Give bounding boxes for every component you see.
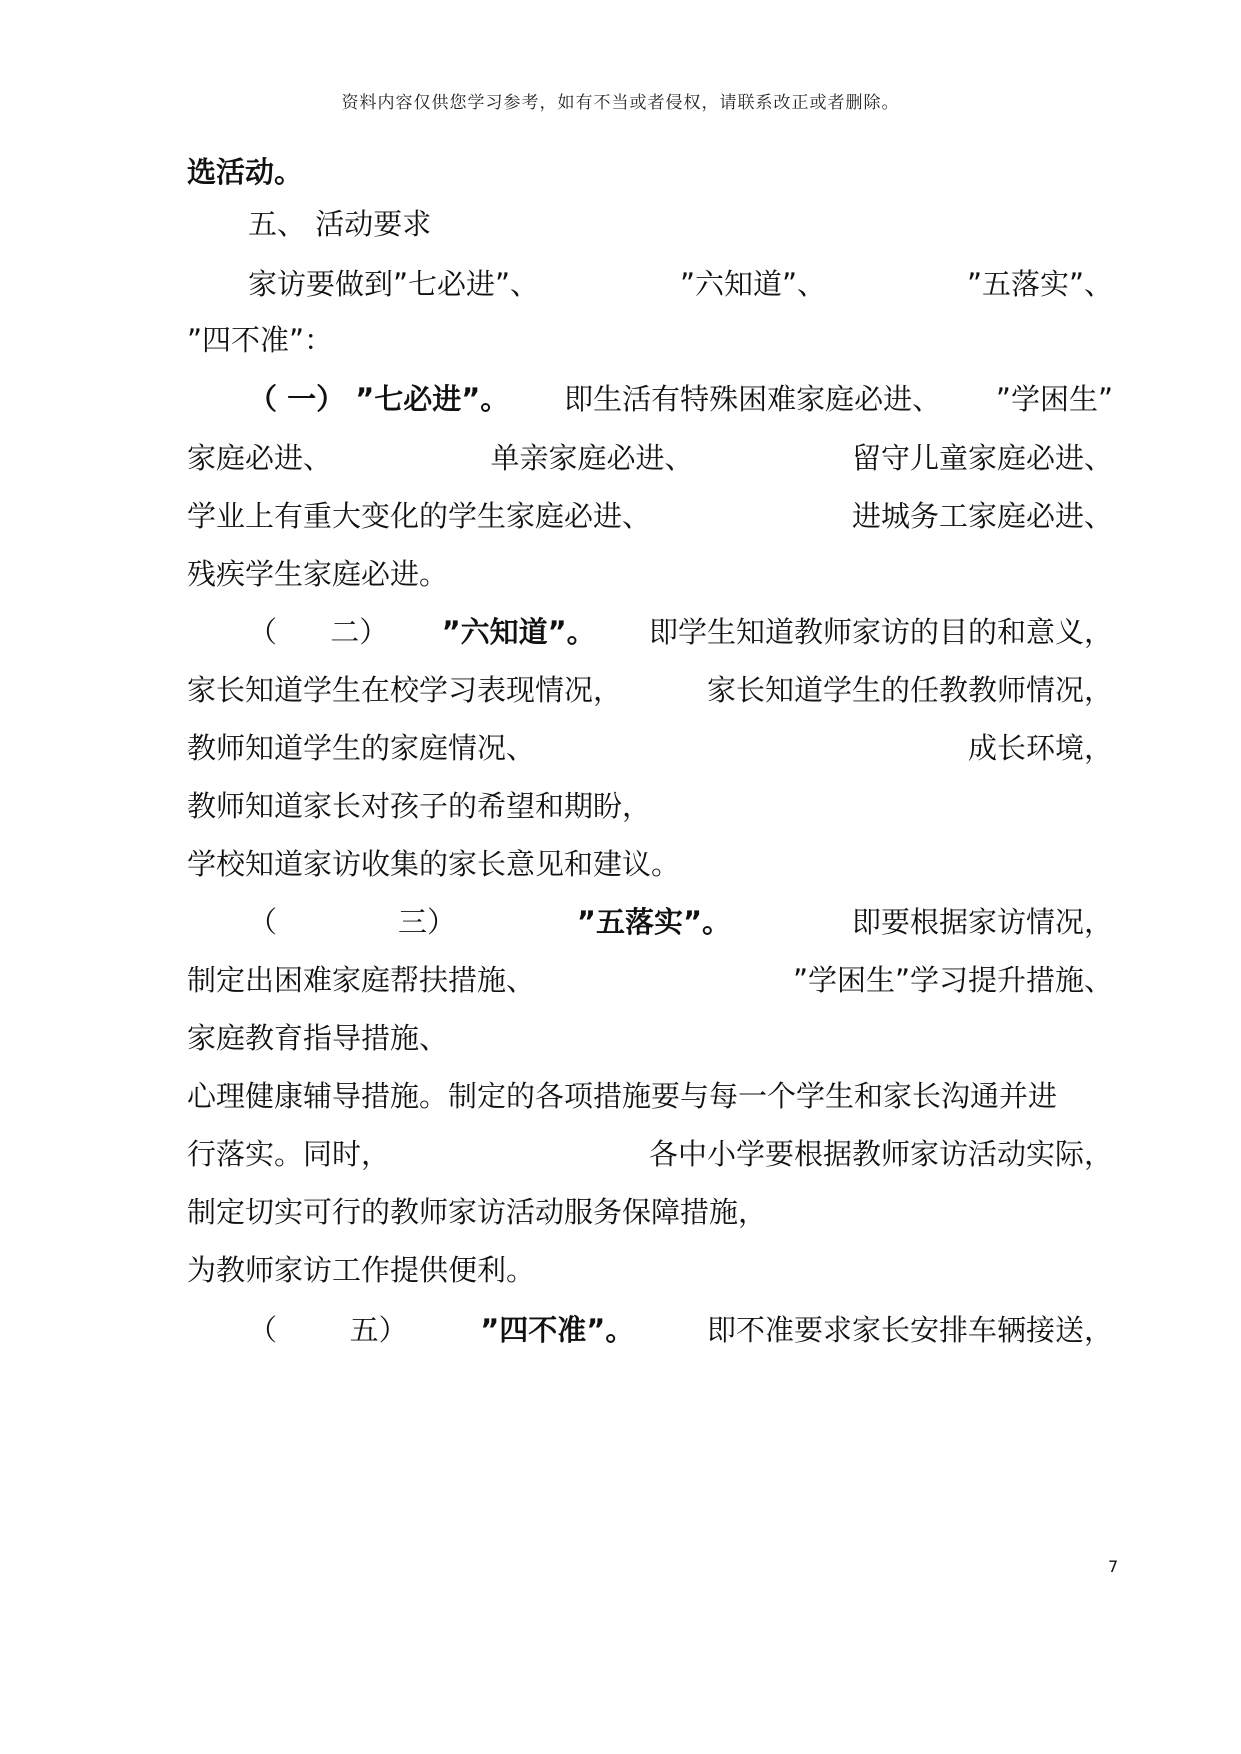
text-segment: 各中小学要根据教师家访活动实际， xyxy=(648,1137,1113,1171)
text-segment: 五） xyxy=(349,1313,408,1347)
text-segment: 进城务工家庭必进、 xyxy=(851,499,1113,533)
paragraph-line xyxy=(248,1308,1113,1352)
text-segment: 行落实。同时， xyxy=(187,1137,391,1171)
paragraph-line: 制定切实可行的教师家访活动服务保障措施， xyxy=(187,1195,768,1229)
header-disclaimer: 资料内容仅供您学习参考，如有不当或者侵权，请联系改正或者删除。 xyxy=(341,93,900,113)
page-number: 7 xyxy=(1108,1557,1119,1576)
paragraph-line: 家庭教育指导措施、 xyxy=(187,1021,449,1055)
text-segment: 三） xyxy=(397,905,456,939)
text-segment: 家长知道学生在校学习表现情况， xyxy=(187,673,623,707)
text-segment: （ xyxy=(248,1313,278,1347)
paragraph-line xyxy=(248,262,1113,306)
paragraph-line xyxy=(248,900,1113,944)
item-heading: ”五落实”。 xyxy=(576,905,732,939)
text-segment: 即生活有特殊困难家庭必进、 xyxy=(564,382,942,416)
text-segment: 即不准要求家长安排车辆接送， xyxy=(706,1313,1113,1347)
text-segment: 二） xyxy=(330,615,389,649)
paragraph-line: 为教师家访工作提供便利。 xyxy=(187,1253,536,1287)
paragraph-line: 心理健康辅导措施。制定的各项措施要与每一个学生和家长沟通并进 xyxy=(187,1079,1058,1113)
paragraph-line xyxy=(187,436,1113,480)
paragraph-line: 学校知道家访收集的家长意见和建议。 xyxy=(187,847,681,881)
paragraph-line xyxy=(187,726,1113,770)
paragraph-line xyxy=(187,494,1113,538)
text-segment: 制定出困难家庭帮扶措施、 xyxy=(187,963,536,997)
text-segment: ”六知道”、 xyxy=(679,267,827,301)
section-heading: 五、 活动要求 xyxy=(248,207,432,241)
text-segment: 留守儿童家庭必进、 xyxy=(851,441,1113,475)
text-segment: 学业上有重大变化的学生家庭必进、 xyxy=(187,499,652,533)
paragraph-line xyxy=(187,1132,1113,1176)
paragraph-line: 残疾学生家庭必进。 xyxy=(187,557,449,591)
paragraph-line xyxy=(187,668,1113,712)
text-segment: 成长环境， xyxy=(967,731,1113,765)
text-segment: 家长知道学生的任教教师情况， xyxy=(706,673,1113,707)
text-segment: （ xyxy=(248,905,278,939)
paragraph-line: ”四不准”： xyxy=(187,323,334,357)
item-heading: （ 一） ”七必进”。 xyxy=(248,382,510,416)
paragraph-line: 教师知道家长对孩子的希望和期盼， xyxy=(187,789,652,823)
text-segment: 即学生知道教师家访的目的和意义， xyxy=(648,615,1113,649)
item-heading: ”六知道”。 xyxy=(441,615,596,649)
text-segment: 即要根据家访情况， xyxy=(851,905,1113,939)
paragraph-line xyxy=(187,958,1113,1002)
paragraph-line: 选活动。 xyxy=(187,155,304,189)
paragraph-line xyxy=(248,610,1113,654)
paragraph-line xyxy=(248,377,1113,421)
text-segment: ”学困生” xyxy=(995,382,1113,416)
item-heading: ”四不准”。 xyxy=(480,1313,635,1347)
text-segment: 家庭必进、 xyxy=(187,441,333,475)
text-segment: 家访要做到”七必进”、 xyxy=(248,267,540,301)
text-segment: 教师知道学生的家庭情况、 xyxy=(187,731,536,765)
text-segment: 单亲家庭必进、 xyxy=(490,441,694,475)
text-segment: ”学困生”学习提升措施、 xyxy=(792,963,1113,997)
text-segment: （ xyxy=(248,615,278,649)
text-segment: ”五落实”、 xyxy=(966,267,1113,301)
